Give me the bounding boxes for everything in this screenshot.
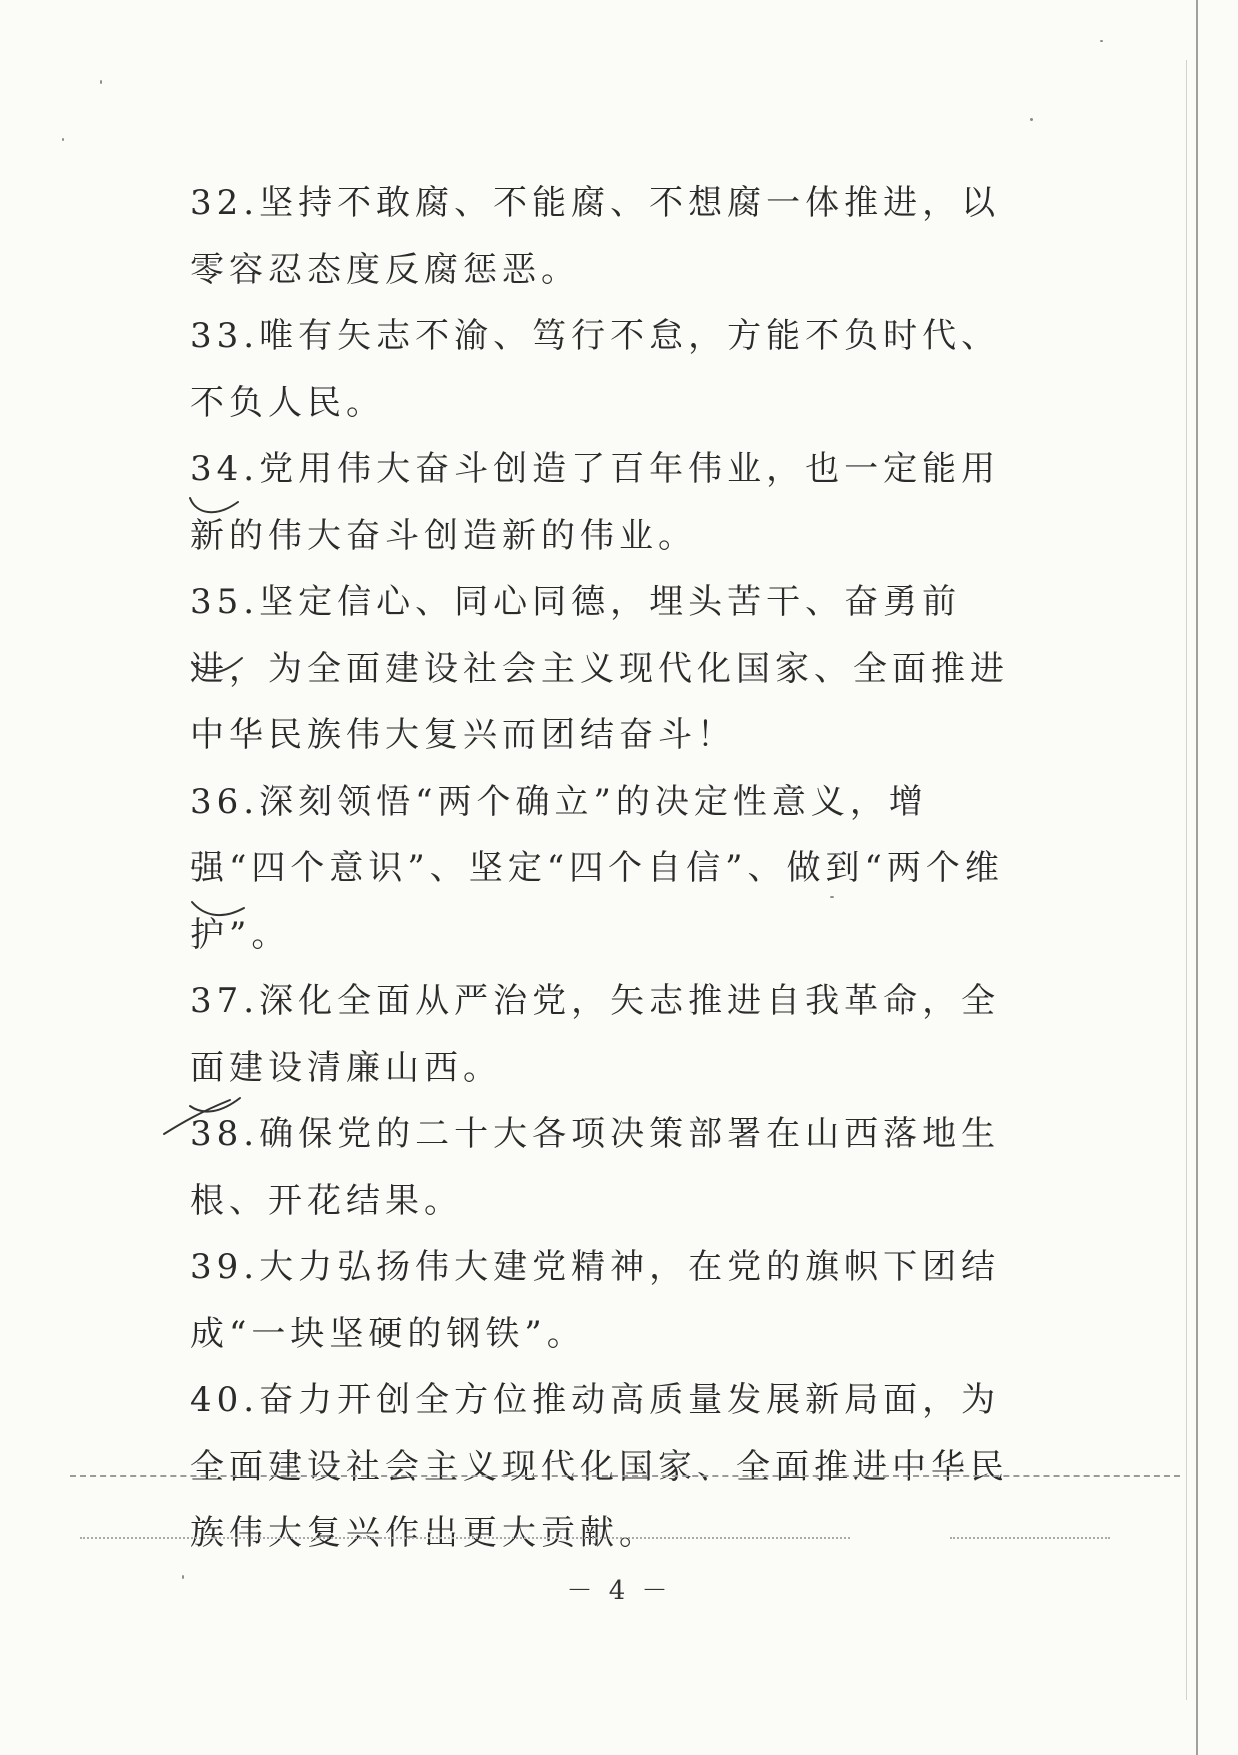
list-item-39: 39.大力弘扬伟大建党精神，在党的旗帜下团结成“一块坚硬的钢铁”。 — [190, 1247, 1001, 1354]
list-item-36: 36.深刻领悟“两个确立”的决定性意义，增强“四个意识”、坚定“四个自信”、做到“两个维护”。 — [190, 781, 1004, 955]
scan-binding-edge — [1196, 0, 1198, 1755]
list-item-38: 38.确保党的二十大各项决策部署在山西落地生根、开花结果。 — [190, 1114, 1001, 1221]
footer-dotted-line — [950, 1537, 1110, 1539]
scan-speckle — [1030, 118, 1033, 121]
scan-speckle — [1100, 40, 1103, 42]
footer-dotted-line — [360, 1537, 850, 1539]
list-item-35: 35.坚定信心、同心同德，埋头苦干、奋勇前进，为全面建设社会主义现代化国家、全面推进中华民族伟大复兴而团结奋斗！ — [190, 582, 1009, 755]
list-item-34: 34.党用伟大奋斗创造了百年伟业，也一定能用新的伟大奋斗创造新的伟业。 — [190, 449, 1001, 556]
handwritten-mark-35 — [186, 492, 246, 522]
handwritten-mark-36 — [188, 652, 248, 682]
scan-binding-edge-inner — [1186, 60, 1187, 1700]
list-item-40: 40.奋力开创全方位推动高质量发展新局面，为全面建设社会主义现代化国家、全面推进中华民族伟大复兴作出更大贡献。 — [190, 1380, 1009, 1553]
document-body — [190, 170, 1020, 1567]
page-number: － 4 － — [566, 1576, 672, 1606]
scan-speckle — [100, 80, 102, 84]
handwritten-mark-38 — [188, 896, 248, 926]
footer-dashed-line — [70, 1475, 1180, 1477]
footer-dotted-line — [80, 1537, 380, 1539]
scan-speckle — [62, 138, 64, 141]
handwritten-mark-40 — [160, 1090, 250, 1140]
list-item-32: 32.坚持不敢腐、不能腐、不想腐一体推进，以零容忍态度反腐惩恶。 — [190, 183, 1001, 290]
list-item-33: 33.唯有矢志不渝、笃行不怠，方能不负时代、不负人民。 — [190, 316, 1001, 423]
list-item-37: 37.深化全面从严治党，矢志推进自我革命，全面建设清廉山西。 — [190, 981, 1001, 1088]
